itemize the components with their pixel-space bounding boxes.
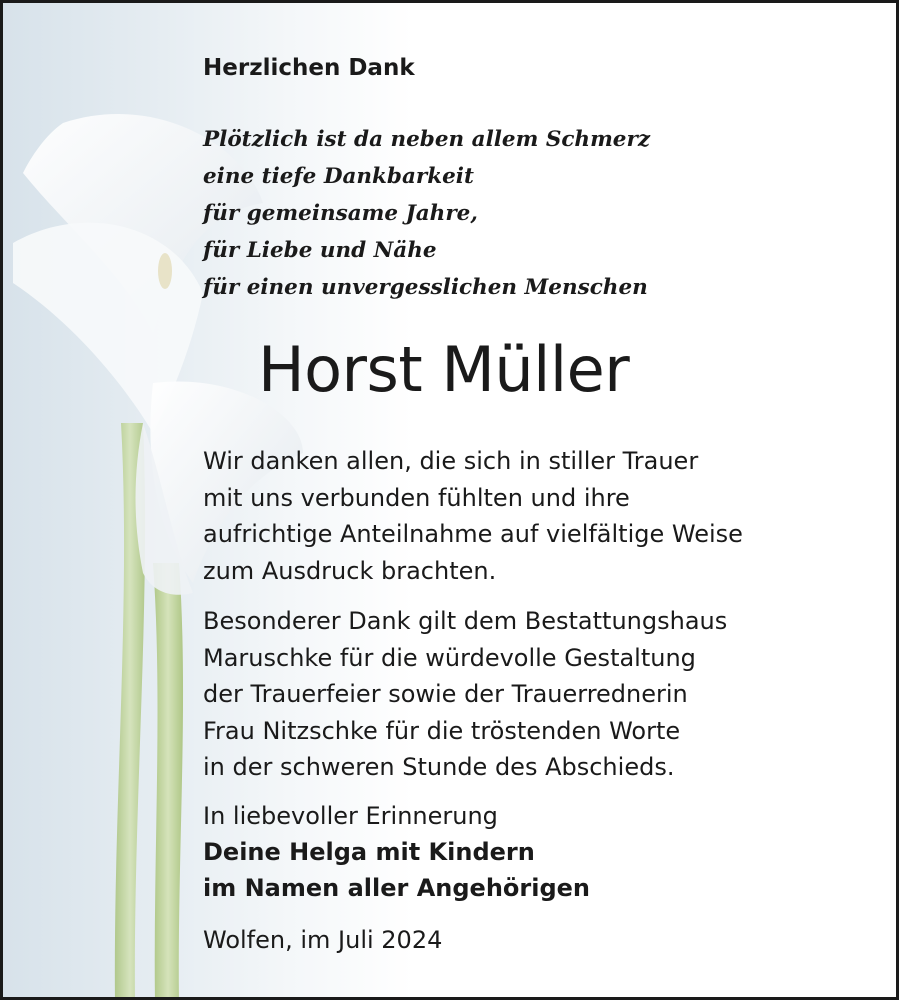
signature-name: Deine Helga mit Kindern (203, 838, 535, 866)
place-date: Wolfen, im Juli 2024 (203, 926, 443, 954)
special-thanks-paragraph (203, 603, 727, 786)
paragraph-line: Frau Nitzschke für die tröstenden Worte (203, 716, 681, 745)
paragraph-line: Besonderer Dank gilt dem Bestattungshaus (203, 607, 728, 635)
deceased-name: Horst Müller (258, 333, 630, 406)
signature-relatives: im Namen aller Angehörigen (203, 874, 591, 902)
paragraph-line: mit uns verbunden fühlten und ihre (203, 483, 630, 512)
closing-line: In liebevoller Erinnerung (203, 802, 498, 830)
heading: Herzlichen Dank (203, 55, 415, 81)
poem-line: eine tiefe Dankbarkeit (203, 164, 474, 189)
poem-line: für Liebe und Nähe (203, 238, 437, 263)
poem-line: für einen unvergesslichen Menschen (203, 275, 648, 300)
paragraph-line: zum Ausdruck brachten. (203, 556, 497, 585)
paragraph-line: der Trauerfeier sowie der Trauerrednerin (203, 680, 688, 708)
poem (203, 121, 650, 306)
poem-line: Plötzlich ist da neben allem Schmerz (203, 127, 651, 152)
paragraph-line: Wir danken allen, die sich in stiller Trauer (203, 447, 699, 475)
paragraph-line: in der schweren Stunde des Abschieds. (203, 753, 675, 781)
closing-signature (203, 798, 590, 906)
paragraph-line: aufrichtige Anteilnahme auf vielfältige Weise (203, 520, 743, 548)
thanks-paragraph (203, 443, 743, 589)
paragraph-line: Maruschke für die würdevolle Gestaltung (203, 643, 696, 672)
poem-line: für gemeinsame Jahre, (203, 201, 478, 226)
